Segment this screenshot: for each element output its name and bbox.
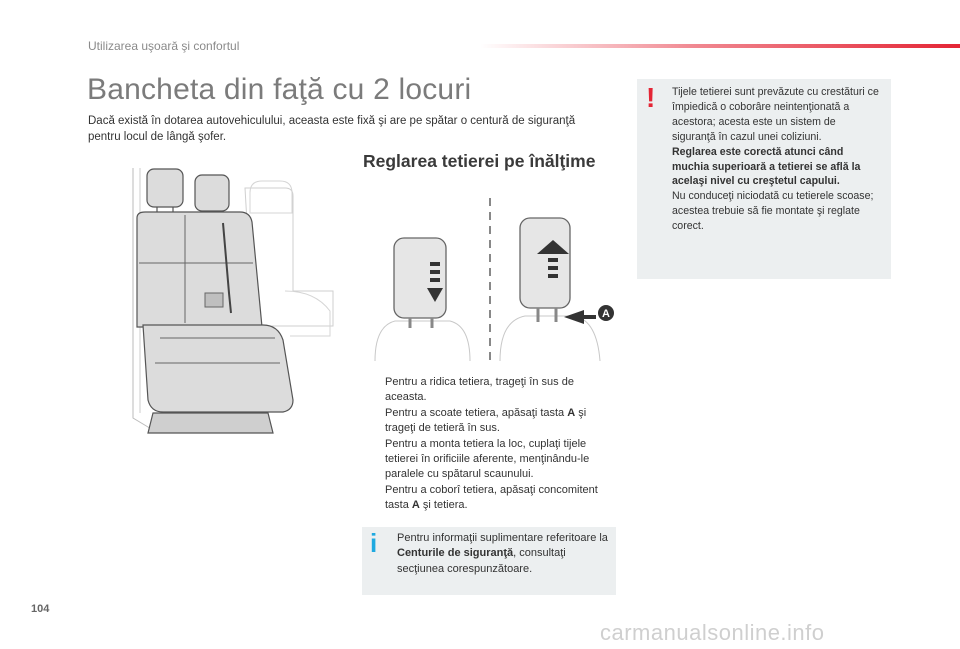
section-subheading: Reglarea tetierei pe înălţime [363, 151, 596, 171]
step-item: Pentru a ridica tetiera, trageţi în sus de aceasta. [385, 376, 574, 404]
page-title: Bancheta din faţă cu 2 locuri [87, 73, 472, 106]
step-item: Pentru a monta tetiera la loc, cuplaţi tijele tetierei în orificiile aferente, menţinându-le paralele cu spătarul scaunului. [385, 437, 590, 481]
key-a-label: A [602, 308, 610, 320]
info-text: Pentru informaţii suplimentare referitoare la Centurile de siguranţă, consultaţi secţiunea corespunzătoare. [397, 532, 608, 575]
watermark: carmanualsonline.info [600, 620, 825, 645]
headrest-raised-shape [520, 218, 570, 308]
step-item: Pentru a scoate tetiera, apăsaţi tasta A şi trageţi de tetieră în sus. [385, 406, 587, 435]
warning-emphasis: Reglarea este corectă atunci când muchia superioară a tetierei se află la acelaşi nivel cu creştetul capului. [672, 145, 861, 188]
headrest-adjustment-illustration [370, 196, 620, 364]
warning-icon: ! [646, 82, 656, 113]
bench-seat-illustration [125, 163, 340, 438]
section-header: Utilizarea uşoară şi confortul [88, 39, 240, 53]
warning-text: Tijele tetierei sunt prevăzute cu crestături ce împiedică o coborâre neintenţionată a acestora; acesta este un sistem de siguranţă în cazul unei coliziuni. Reglarea este corectă atunci când muchia superioară a tetierei se află la acelaşi nivel cu creştetul capului. Nu conduceţi niciodată cu tetierele scoase; acestea trebuie să fie montate şi reglate corect. [672, 86, 879, 233]
arrow-left-icon [564, 310, 584, 324]
info-icon: i [370, 528, 378, 558]
instruction-list [363, 375, 618, 514]
intro-paragraph: Dacă există în dotarea autovehiculului, aceasta este fixă şi are pe spătar o centură de siguranţă pentru locul de lângă şofer. [88, 115, 576, 143]
page-number: 104 [31, 603, 50, 615]
header-accent-bar [480, 44, 960, 48]
step-item: Pentru a coborî tetiera, apăsaţi concomitent tasta A şi tetiera. [385, 483, 598, 512]
